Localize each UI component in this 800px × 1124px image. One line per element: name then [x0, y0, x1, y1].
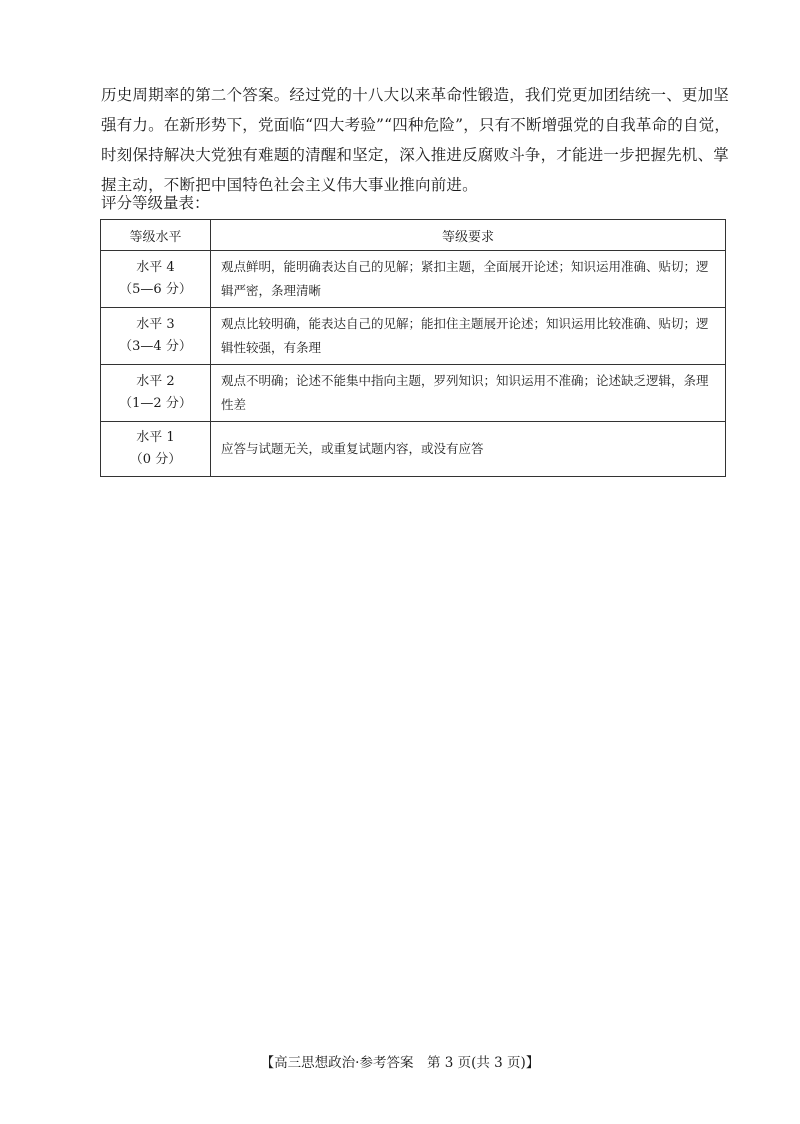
table-row: [101, 308, 726, 365]
table-caption: 评分等级量表：: [101, 194, 210, 212]
level-cell: [101, 422, 211, 477]
intro-line: 历史周期率的第二个答案。经过党的十八大以来革命性锻造，我们党更加团结统一、更加坚: [101, 86, 730, 104]
intro-paragraph: [101, 80, 731, 200]
level-name: 水平 4: [136, 260, 175, 275]
intro-line: 强有力。在新形势下，党面临“四大考验”“四种危险”，只有不断增强党的自我革命的自觉，: [101, 116, 731, 134]
requirement-cell: 应答与试题无关，或重复试题内容，或没有应答: [211, 422, 726, 477]
level-cell: [101, 251, 211, 308]
table-header-row: [101, 220, 726, 251]
table-row: [101, 422, 726, 477]
page-footer: 【高三思想政治·参考答案 第 3 页(共 3 页)】: [260, 1055, 540, 1071]
level-score: （1—2 分）: [119, 396, 192, 411]
intro-line: 时刻保持解决大党独有难题的清醒和坚定，深入推进反腐败斗争，才能进一步把握先机、掌: [101, 146, 730, 164]
level-name: 水平 1: [136, 430, 175, 445]
level-score: （3—4 分）: [119, 339, 192, 354]
requirement-cell: 观点鲜明，能明确表达自己的见解；紧扣主题，全面展开论述；知识运用准确、贴切；逻辑严密，条理清晰: [211, 251, 726, 308]
level-name: 水平 2: [136, 374, 175, 389]
grading-scale-table: [100, 219, 726, 477]
table-row: [101, 365, 726, 422]
level-score: （5—6 分）: [119, 282, 192, 297]
header-level: 等级水平: [101, 220, 211, 251]
level-cell: [101, 365, 211, 422]
level-name: 水平 3: [136, 317, 175, 332]
level-score: （0 分）: [129, 452, 182, 467]
header-requirement: 等级要求: [211, 220, 726, 251]
intro-line: 握主动，不断把中国特色社会主义伟大事业推向前进。: [101, 176, 478, 194]
level-cell: [101, 308, 211, 365]
table-row: [101, 251, 726, 308]
requirement-cell: 观点比较明确，能表达自己的见解；能扣住主题展开论述；知识运用比较准确、贴切；逻辑性较强，有条理: [211, 308, 726, 365]
requirement-cell: 观点不明确；论述不能集中指向主题，罗列知识；知识运用不准确；论述缺乏逻辑，条理性差: [211, 365, 726, 422]
